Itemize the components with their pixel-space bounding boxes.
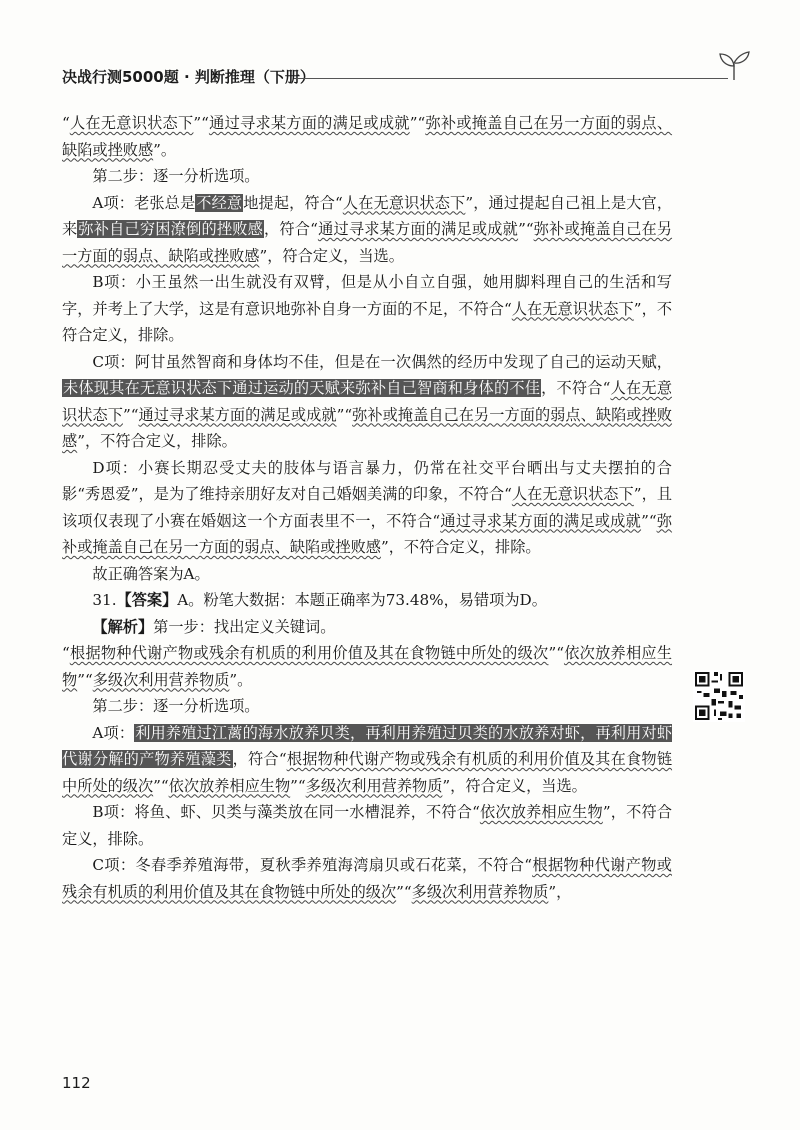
option-c-analysis: C项：阿甘虽然智商和身体均不佳，但是在一次偶然的经历中发现了自己的运动天赋，未体现其在无意识状态下通过运动的天赋来弥补自己智商和身体的不佳，不符合“人在无意识状态下”“通过寻求某方面的满足或成就”“弥补或掩盖自己在另一方面的弱点、缺陷或挫败感”，不符合定义，排除。 bbox=[62, 352, 673, 450]
qr-code-icon[interactable] bbox=[693, 670, 745, 722]
question-31-answer: 31.【答案】A。粉笔大数据：本题正确率为73.48%，易错项为D。 bbox=[92, 591, 547, 609]
option-a-analysis: A项：利用养殖过江蓠的海水放养贝类，再利用养殖过贝类的水放养对虾，再利用对虾代谢分解的产物养殖藻类，符合“根据物种代谢产物或残余有机质的利用价值及其在食物链中所处的级次”“依次放养相应生物”“多级次利用营养物质”，符合定义，当选。 bbox=[62, 723, 673, 795]
step-two-heading: 第二步：逐一分析选项。 bbox=[92, 697, 260, 715]
book-title: 决战行测5000题 · 判断推理（下册） bbox=[62, 68, 315, 86]
definition-keywords: “人在无意识状态下”“通过寻求某方面的满足或成就”“弥补或掩盖自己在另一方面的弱点、缺陷或挫败感”。 bbox=[62, 114, 673, 159]
sprout-icon bbox=[716, 46, 752, 82]
definition-keywords: “根据物种代谢产物或残余有机质的利用价值及其在食物链中所处的级次”“依次放养相应生物”“多级次利用营养物质”。 bbox=[62, 644, 673, 689]
page-number: 112 bbox=[62, 1074, 91, 1092]
option-d-analysis: D项：小赛长期忍受丈夫的肢体与语言暴力，仍常在社交平台晒出与丈夫摆拍的合影“秀恩爱”，是为了维持亲朋好友对自己婚姻美满的印象，不符合“人在无意识状态下”，且该项仅表现了小赛在婚姻这一个方面表里不一，不符合“通过寻求某方面的满足或成就”“弥补或掩盖自己在另一方面的弱点、缺陷或挫败感”，不符合定义，排除。 bbox=[62, 458, 673, 556]
page-body bbox=[62, 110, 672, 905]
analysis-heading: 【解析】第一步：找出定义关键词。 bbox=[92, 617, 336, 636]
step-two-heading: 第二步：逐一分析选项。 bbox=[92, 167, 260, 185]
answer-conclusion: 故正确答案为A。 bbox=[92, 564, 210, 583]
running-header bbox=[62, 60, 752, 100]
header-rule bbox=[294, 78, 728, 79]
option-c-analysis: C项：冬春季养殖海带，夏秋季养殖海湾扇贝或石花菜，不符合“根据物种代谢产物或残余有机质的利用价值及其在食物链中所处的级次”“多级次利用营养物质”， bbox=[62, 856, 672, 901]
option-b-analysis: B项：小王虽然一出生就没有双臂，但是从小自立自强，她用脚料理自己的生活和写字，并考上了大学，这是有意识地弥补自身一方面的不足，不符合“人在无意识状态下”，不符合定义，排除。 bbox=[62, 273, 673, 344]
option-b-analysis: B项：将鱼、虾、贝类与藻类放在同一水槽混养，不符合“依次放养相应生物”，不符合定义，排除。 bbox=[62, 803, 673, 848]
option-a-analysis: A项：老张总是不经意地提起，符合“人在无意识状态下”，通过提起自己祖上是大官，来弥补自己穷困潦倒的挫败感，符合“通过寻求某方面的满足或成就”“弥补或掩盖自己在另一方面的弱点、缺陷或挫败感”，符合定义，当选。 bbox=[62, 193, 673, 265]
